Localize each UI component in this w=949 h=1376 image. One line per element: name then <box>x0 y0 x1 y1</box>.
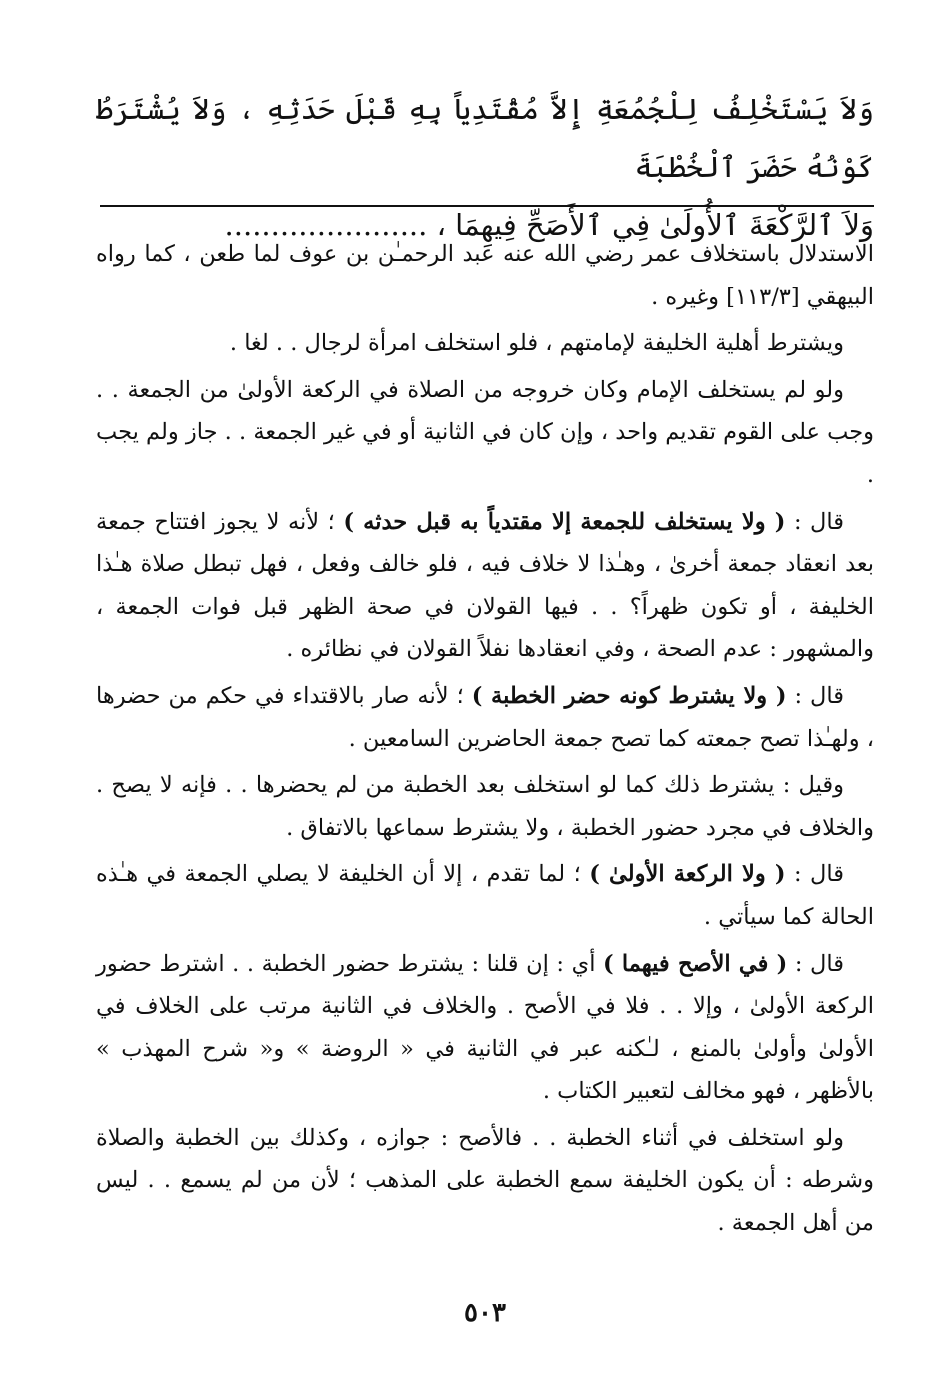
qala-label: قال : <box>786 682 845 709</box>
qala-label: قال : <box>787 950 844 977</box>
commentary-body: أي : إن قلنا : يشترط حضور الخطبة . . اشترط حضور الركعة الأولىٰ ، وإلا . . فلا في الأصح . والخلاف في الثانية مرتب على الخلاف في الأولىٰ وأولىٰ بالمنع ، لـٰكنه عبر في الثانية في « الروضة » و« شرح المهذب » بالأظهر ، فهو مخالف لتعبير الكتاب . <box>96 950 874 1105</box>
commentary-paragraph-9: ولو استخلف في أثناء الخطبة . . فالأصح : جوازه ، وكذلك بين الخطبة والصلاة وشرطه : أن يكون الخليفة سمع الخطبة على المذهب ؛ لأن من لم يسمع . . ليس من أهل الجمعة . <box>96 1124 874 1237</box>
commentary-body: ؛ لأنه لا يجوز افتتاح جمعة بعد انعقاد جمعة أخرىٰ ، وهـٰذا لا خلاف فيه ، فلو خالف وفعل ، فهل تبطل صلاة هـٰذا الخليفة ، أو تكون ظهراً؟ . . فيها القولان في صحة الظهر قبل فوات الجمعة ، والمشهور : عدم الصحة ، وفي انعقادها نفلاً القولان في نظائره . <box>96 508 874 663</box>
qala-label: قال : <box>785 861 845 888</box>
commentary-paragraph-5 <box>96 675 874 760</box>
commentary-body: ؛ لما تقدم ، إلا أن الخليفة لا يصلي الجمعة في هـٰذه الحالة كما سيأتي . <box>96 861 874 930</box>
quoted-matn: ( ولا يستخلف للجمعة إلا مقتدياً به قبل حدثه ) <box>343 508 786 535</box>
quoted-matn: ( في الأصح فيهما ) <box>603 950 788 977</box>
commentary-paragraph-7 <box>96 853 874 938</box>
commentary-paragraph-8 <box>96 943 874 1113</box>
main-text-line-2-words: وَلاَ ٱلرَّكْعَةَ ٱلأُولَىٰ فِي ٱلأَصَحِّ فِيهِمَا ، <box>436 208 874 242</box>
commentary-paragraph-4 <box>96 501 874 671</box>
main-text <box>96 80 874 254</box>
commentary-paragraph-3: ولو لم يستخلف الإمام وكان خروجه من الصلاة في الركعة الأولىٰ من الجمعة . . وجب على القوم تقديم واحد ، وإن كان في الثانية أو في غير الجمعة . . جاز ولم يجب . <box>96 376 874 488</box>
separator-rule <box>100 205 874 207</box>
quoted-matn: ( ولا الركعة الأولىٰ ) <box>589 861 786 888</box>
commentary-paragraph-6: وقيل : يشترط ذلك كما لو استخلف بعد الخطبة من لم يحضرها . . فإنه لا يصح . والخلاف في مجرد حضور الخطبة ، ولا يشترط سماعها بالاتفاق . <box>96 772 874 841</box>
commentary-paragraph-2: ويشترط أهلية الخليفة لإمامتهم ، فلو استخلف امرأة لرجال . . لغا . <box>229 330 844 357</box>
commentary-body: ؛ لأنه صار بالاقتداء في حكم من حضرها ، ولهـٰذا تصح جمعته كما تصح جمعة الحاضرين السامعين . <box>96 682 874 752</box>
book-page <box>96 70 874 1360</box>
commentary-paragraph-1: الاستدلال باستخلاف عمر رضي الله عنه عبد الرحمـٰن بن عوف لما طعن ، كما رواه البيهقي [١١٣/٣] وغيره . <box>96 241 874 310</box>
quoted-matn: ( ولا يشترط كونه حضر الخطبة ) <box>471 682 787 709</box>
qala-label: قال : <box>785 508 844 535</box>
page-number: ٥٠٣ <box>464 1298 506 1328</box>
ellipsis-dots: ...................... <box>224 208 428 242</box>
main-text-line-1: وَلاَ يَسْتَخْلِفُ لِلْجُمُعَةِ إِلاَّ مُقْتَدِياً بِهِ قَبْلَ حَدَثِهِ ، وَلاَ يُشْتَرَطُ كَوْنُهُ حَضَرَ ٱلْخُطْبَةَ <box>96 92 874 184</box>
commentary-text <box>96 233 874 1249</box>
